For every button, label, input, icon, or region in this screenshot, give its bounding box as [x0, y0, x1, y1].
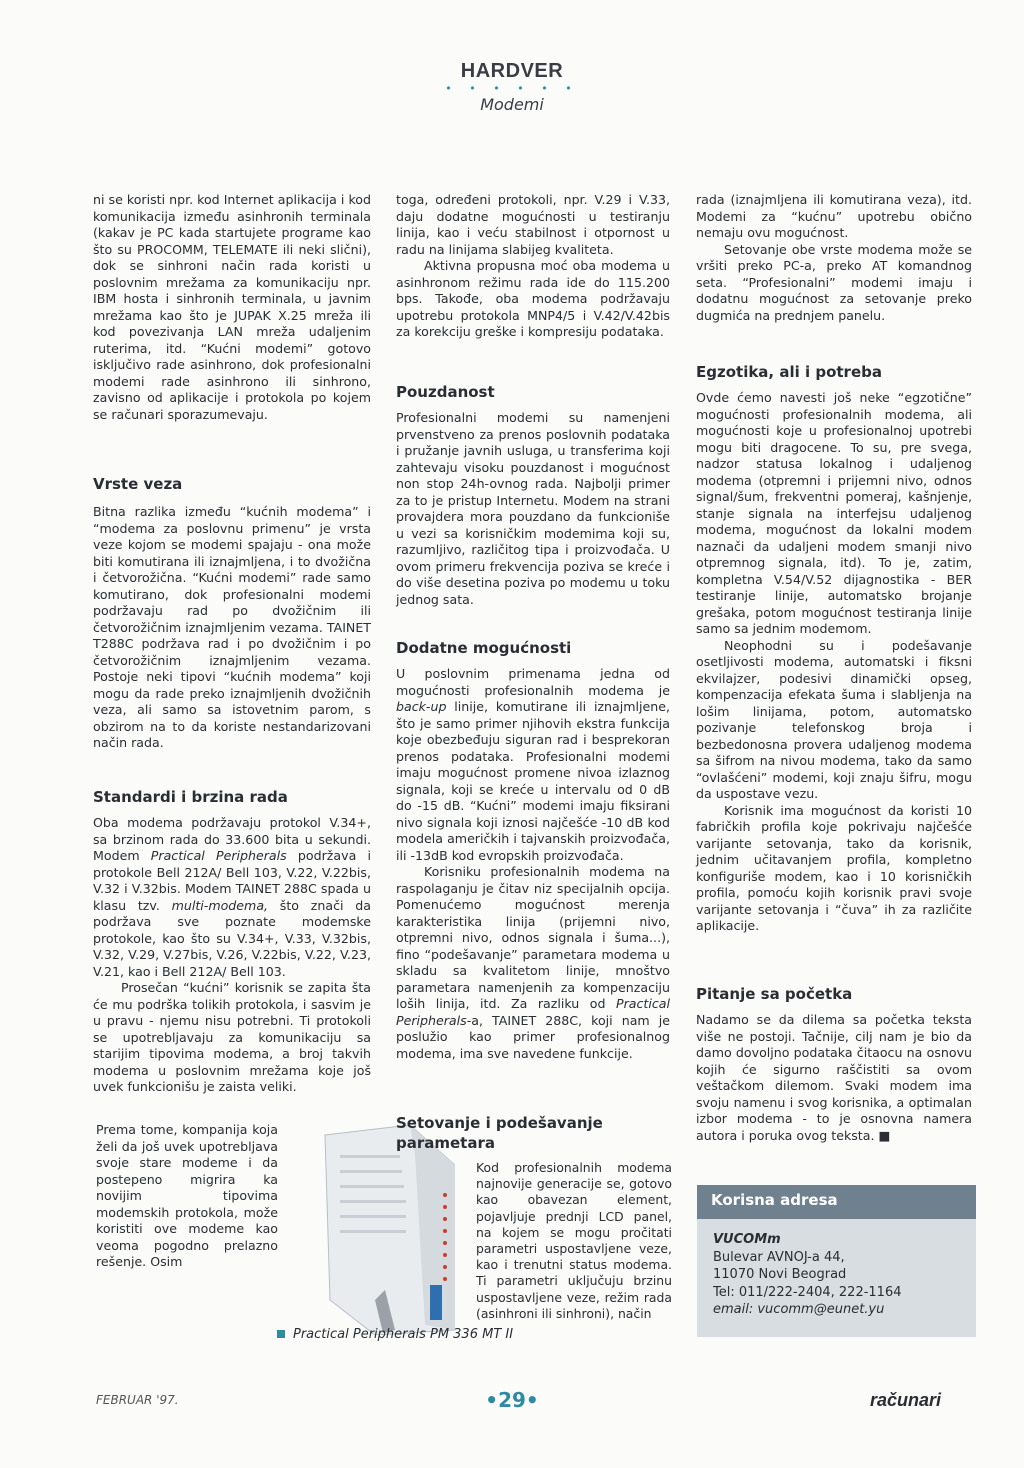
col1-prosecan-text: Prosečan “kućni” korisnik se zapita šta će mu podrška tolikih protokola, i sasvim je u pravu - njemu nisu potrebni. Ti protokoli se upotrebljavaju za komunikaciju sa starijim tipovima modema, a broj takvih modema u poslovnim mrežama koje još uvek funkcionišu je zaista veliki.	[93, 980, 371, 1094]
column-2-setovanje-body	[476, 1160, 672, 1322]
footer-issue: FEBRUAR '97.	[96, 1393, 179, 1407]
heading-standardi: Standardi i brzina rada	[93, 788, 288, 806]
col3-egzotika-text: Ovde ćemo navesti još neke “egzotične” mogućnosti profesionalnih modema, ali mogućnosti koje u profesionalnoj upotrebi mogu biti dragocene. To su, pre svega, nadzor statusa lokalnog i udaljenog modema (otpremni i prijemni nivo, odnos signal/šum, frekventni pomeraj, kašnjenje, stanje signala na interfejsu udaljenog modema, mogućnost da lokalni modem naznači da udaljeni modem smanji nivo otpremnog signala, itd). To je, zatim, kompletna V.54/V.52 dijagnostika - BER testiranje linije, automatsko brojanje grešaka, potom mogućnost testiranja linije samo sa jednim modemom.	[696, 390, 972, 636]
address-city: 11070 Novi Beograd	[713, 1267, 847, 1282]
col1-vrste-text: Bitna razlika između “kućnih modema” i “modema za poslovnu primenu” je vrsta veze kojom se modemi spajaju - ona može biti komutirana ili iznajmljena, i to dvožična i četvorožična. “Kućni modemi” rade samo komutirano, dok profesionalni modemi podržavaju rad po dvožičnim ili četvorožičnim iznajmljenim vezama. TAINET T288C podržava rad i po dvožičnim i po četvorožičnim iznajmljenim vezama. Postoje neki tipovi “kućnih modema” koji mogu da rade preko iznajmljenih dvožičnih veza, ali samo sa istovetnim parom, s obzirom na to da koriste nestandarizovani način rada.	[93, 504, 371, 750]
col2-pouzdanost-text: Profesionalni modemi su namenjeni prvenstveno za prenos poslovnih podataka i pružanje javnih usluga, u transferima koji zahtevaju visoku pouzdanost i mogućnost non stop 24h-ovnog rada. Najbolji primer za to je pristup Internetu. Modem na strani provajdera mora pouzdano da funkcioniše u vezi sa korisničkim modemima koji su, razumljivo, različitog tipa i proizvođača. U ovom primeru frekvencija poziva se kreće i do više desetina poziva po modemu u toku jednog sata.	[396, 410, 670, 607]
col2-setovanje-text: Kod profesionalnih modema najnovije generacije se, gotovo kao obavezan element, pojavljuje prednji LCD panel, na kojem se mogu pročitati parametri uspostavljene veze, kao i trenutni status modema. Ti parametri uključuju brzinu uspostavljene veze, režim rada (asinhroni ili sinhroni), način	[476, 1160, 672, 1321]
column-1-standardi	[93, 787, 371, 1096]
column-2-setovanje	[396, 1113, 670, 1153]
col2-intro: toga, određeni protokoli, npr. V.29 i V.33, daju dodatne mogućnosti u testiranju linija, kao i veću stabilnost i otpornost u radu na linijama slabijeg kvaliteta.	[396, 192, 670, 257]
page-number: •29•	[485, 1388, 539, 1412]
col3-setovanje-text: Setovanje obe vrste modema može se vršiti preko PC-a, preko AT komandnog seta. “Profesionalni” modemi imaju i dodatnu mogućnost za setovanje preko dugmića na prednjem panelu.	[696, 241, 972, 323]
address-company: VUCOMm	[713, 1232, 781, 1247]
col3-intro: rada (iznajmljena ili komutirana veza), itd. Modemi za “kućnu” upotrebu obično nemaju ovu mogućnost.	[696, 192, 972, 240]
photo-caption: Practical Peripherals PM 336 MT II	[277, 1326, 513, 1343]
col3-korisnik-text: Korisnik ima mogućnost da koristi 10 fabričkih profila koje pokrivaju najčešće varijante setovanja, tako da korisnik, jednim učitavanjem profila, kompletno konfiguriše modem, kao i 10 korisničkih profila, pomoću kojih korisnik pravi svoje varijante setovanja i “čuva” ih za različite aplikacije.	[696, 802, 972, 933]
column-3	[696, 192, 972, 324]
heading-setovanje: Setovanje i podešavanje parametara	[396, 1114, 603, 1152]
heading-pitanje: Pitanje sa početka	[696, 985, 853, 1003]
modem-photo	[315, 1125, 455, 1335]
subsection-title: Modemi	[480, 95, 544, 114]
magazine-name: računari	[870, 1390, 942, 1410]
col2-korisniku-text: Korisniku profesionalnih modema na raspolaganju je čitav niz specijalnih opcija. Pomenućemo mogućnost merenja karakteristika linija (prijemni nivo, otpremni nivo, odnos signala i šuma...), fino “podešavanje” parametara modema u skladu sa kvalitetom linije, mnoštvo parametara namenjenih za kompenzaciju loših linija, itd. Za razliku od Practical Peripherals-a, TAINET 288C, koji nam je poslužio kao primer profesionalnog modema, ima sve navedene funkcije.	[396, 864, 670, 1061]
col3-pitanje-text: Nadamo se da dilema sa početka teksta više ne postoji. Tačnije, cilj nam je bio da damo dovoljno podataka čitaocu na osnovu kojih će sigurno raščistiti sa ovom veštačkom dilemom. Svaki modem ima svoju namenu i svog korisnika, a optimalan izbor modema - to je osnovna namera autora i poruka ovog teksta. ■	[696, 1012, 972, 1143]
heading-dodatne-mogucnosti: Dodatne mogućnosti	[396, 639, 572, 657]
column-2-dodatne	[396, 638, 670, 1062]
header-dots: • • • • • •	[445, 82, 579, 95]
col2-aktivna-text: Aktivna propusna moć oba modema u asinhronom režimu rada ide do 115.200 bps. Takođe, oba modema podržavaju upotrebu protokola MNP4/5 i V.42/V.42bis za korekciju greške i kompresiju podataka.	[396, 258, 670, 339]
address-box-body	[697, 1219, 976, 1331]
col1-intro: ni se koristi npr. kod Internet aplikacija i kod komunikacija između asinhronih terminala (kakav je PC kada startujete programe kao što su PROCOMM, TELEMATE ili neki slični), dok se sinhroni način rada koristi u poslovnim mrežama za komunikaciju npr. IBM hosta i sinhronih terminala, u javnim mrežama kao što je JUPAK X.25 mreža ili kod povezivanja LAN mreža udaljenim ruterima, itd. “Kućni modemi” gotovo isključivo rade asinhrono, dok profesionalni modemi rade asinhrono ili sinhrono, zavisno od aplikacije i protokola po kojem se računari sporazumevaju.	[93, 192, 371, 422]
address-box-title: Korisna adresa	[697, 1185, 976, 1219]
heading-vrste-veza: Vrste veza	[93, 475, 183, 493]
heading-egzotika: Egzotika, ali i potreba	[696, 363, 882, 381]
col1-standardi-text: Oba modema podržavaju protokol V.34+, sa brzinom rada do 33.600 bita u sekundi. Modem Practical Peripherals podržava i protokole Bell 212A/ Bell 103, V.22, V.22bis, V.32 i V.32bis. Modem TAINET 288C spada u klasu tzv. multi-modema, što znači da podržava sve poznate modemske protokole, kao što su V.34+, V.33, V.32bis, V.32, V.29, V.27bis, V.26, V.22bis, V.22, V.23, V.21, kao i Bell 212A/ Bell 103.	[93, 815, 371, 979]
column-3-pitanje	[696, 984, 972, 1144]
column-3-egzotika	[696, 362, 972, 935]
address-email: email: vucomm@eunet.yu	[713, 1302, 885, 1317]
column-1	[93, 192, 371, 423]
address-street: Bulevar AVNOJ-a 44,	[713, 1249, 845, 1265]
address-tel: Tel: 011/222-2404, 222-1164	[713, 1284, 902, 1300]
address-box	[697, 1185, 976, 1337]
column-1-wrap	[96, 1122, 278, 1271]
column-2	[396, 192, 670, 341]
caption-bullet	[277, 1330, 285, 1338]
col1-prema-text: Prema tome, kompanija koja želi da još uvek upotrebljava svoje stare modeme i da postepeno migrira ka novijim tipovima modemskih protokola, može koristiti ove modeme kao veoma pogodno prelazno rešenje. Osim	[96, 1122, 278, 1269]
heading-pouzdanost: Pouzdanost	[396, 383, 495, 401]
col2-dodatne-text: U poslovnim primenama jedna od mogućnosti profesionalnih modema je back-up linije, komutirane ili iznajmljene, što je samo primer njihovih ekstra funkcija koje obezbeđuju siguran rad i besprekoran prenos podataka. Profesionalni modemi imaju mogućnost promene nivoa izlaznog signala, koji se kreće u intervalu od 0 dB do -15 dB. “Kućni” modemi imaju fiksirani nivo signala koji iznosi najčešće -10 dB kod modela američkih i tajvanskih proizvođača, ili -13dB kod evropskih proizvođača.	[396, 666, 670, 863]
section-title: HARDVER	[460, 60, 564, 82]
col3-neophodni-text: Neophodni su i podešavanje osetljivosti modema, automatski i fiksni ekvilajzer, podesivi dinamički opseg, kompenzacija efekata šuma i slabljenja na lošim linijama, potom, automatsko pozivanje telefonskog broja i bezbedonosna provera udaljenog modema sa šifrom na nivou modema, tako da samo “ovlašćeni” modemi, koji znaju šifru, mogu da uspostave vezu.	[696, 637, 972, 801]
column-2-pouzdanost	[396, 382, 670, 608]
column-1-vrste	[93, 474, 371, 752]
